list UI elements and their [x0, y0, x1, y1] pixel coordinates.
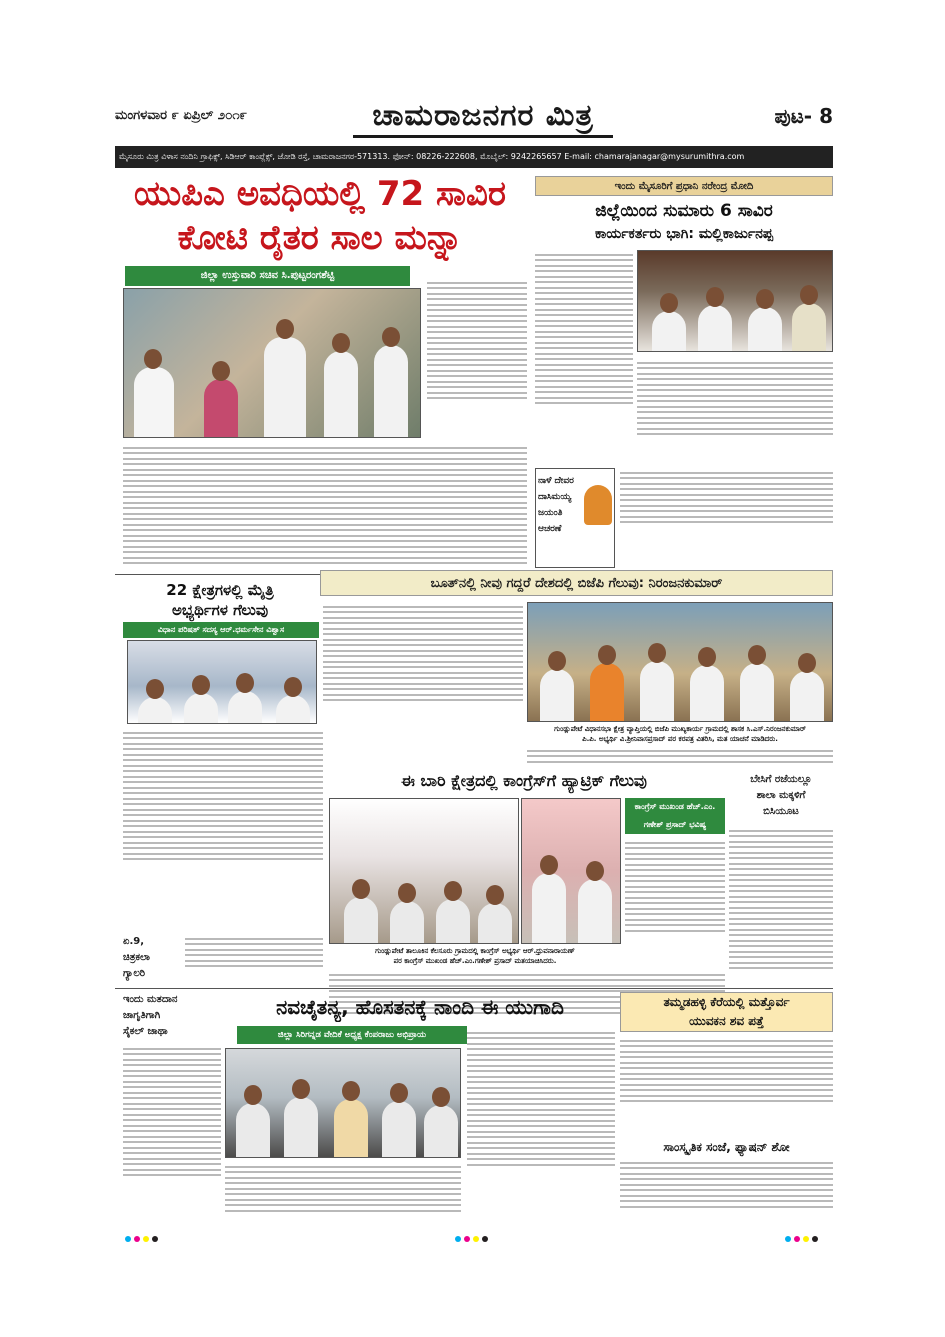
seats-text — [123, 728, 323, 908]
seats-headline-line1: 22 ಕ್ಷೇತ್ರಗಳಲ್ಲಿ ಮೈತ್ರಿ — [166, 581, 274, 599]
booth-headline: ಬೂತ್‌ನಲ್ಲಿ ನೀವು ಗದ್ದರೆ ದೇಶದಲ್ಲಿ ಬಿಜೆಪಿ ಗೆಲುವು: ನಿರಂಜನಕುಮಾರ್ — [320, 570, 833, 596]
culture-text — [620, 1158, 833, 1234]
cycle-box — [123, 992, 221, 1042]
registration-dot — [473, 1236, 479, 1242]
pm-kicker: ಇಂದು ಮೈಸೂರಿಗೆ ಪ್ರಧಾನಿ ನರೇಂದ್ರ ಮೋದಿ — [535, 176, 833, 196]
pm-headline-line1: ಜಿಲ್ಲೆಯಿಂದ ಸುಮಾರು 6 ಸಾವಿರ — [595, 201, 773, 221]
summer-box-line1: ಬೇಸಿಗೆ ರಜೆಯಲ್ಲೂ — [750, 774, 812, 785]
booth-caption — [527, 724, 833, 744]
crime-text — [620, 1036, 833, 1134]
jayanti-label-line3: ಜಯಂತಿ — [538, 508, 563, 518]
chitrakala-box — [123, 934, 181, 982]
chitrakala-line2: ಚಿತ್ರಕಲಾ — [123, 952, 150, 963]
cycle-box-line1: ಇಂದು ಮತದಾನ — [123, 994, 178, 1005]
hattrick-photo-left — [329, 798, 519, 944]
ugadi-text-right — [467, 1028, 615, 1234]
ugadi-subhead: ಜಿಲ್ಲಾ ಸಿರಿಗನ್ನಡ ವೇದಿಕೆ ಅಧ್ಯಕ್ಷ ಕೆಂಪರಾಜು ಅಭಿಪ್ರಾಯ — [237, 1026, 467, 1044]
culture-headline: ಸಾಂಸ್ಕೃತಿಕ ಸಂಜೆ, ಫ್ಯಾಷನ್ ಶೋ — [663, 1140, 790, 1154]
lead-headline — [115, 172, 525, 268]
hattrick-subhead-line2: ಗಣೇಶ್ ಪ್ರಸಾದ್ ಭವಿಷ್ಯ — [643, 820, 707, 829]
hattrick-caption-line1: ಗುಂಡ್ಲುಪೇಟೆ ತಾಲೂಕಿನ ಕೆಲಸೂರು ಗ್ರಾಮದಲ್ಲಿ ಕಾಂಗ್ರೆಸ್ ಅಭ್ಯರ್ಥಿ ಆರ್.ಧ್ರುವನಾರಾಯಣ್ — [375, 947, 575, 955]
registration-marks-center — [455, 1236, 488, 1242]
crime-headline-line1: ತಮ್ಮಡಹಳ್ಳಿ ಕೆರೆಯಲ್ಲಿ ಮತ್ತೊರ್ವ — [663, 995, 790, 1009]
pm-text-column-right — [637, 358, 833, 463]
seats-photo — [127, 640, 317, 724]
divider-lower — [115, 988, 833, 989]
summer-box-line3: ಬಿಸಿಯೂಟ — [763, 806, 799, 817]
registration-dot — [803, 1236, 809, 1242]
pm-photo — [637, 250, 833, 352]
hattrick-subhead-line1: ಕಾಂಗ್ರೆಸ್ ಮುಖಂಡ ಹೆಚ್.ಎಂ. — [634, 802, 716, 811]
hattrick-caption — [329, 946, 621, 966]
hattrick-subhead — [625, 798, 725, 834]
registration-dot — [464, 1236, 470, 1242]
newspaper-page — [115, 98, 833, 1241]
registration-dot — [455, 1236, 461, 1242]
booth-photo — [527, 602, 833, 722]
pm-text-column-left — [535, 250, 633, 460]
jayanti-box — [535, 468, 615, 568]
hattrick-headline: ಈ ಬಾರಿ ಕ್ಷೇತ್ರದಲ್ಲಿ ಕಾಂಗ್ರೆಸ್‌ಗೆ ಹ್ಯಾಟ್ರಿಕ್ ಗೆಲುವು — [401, 771, 647, 790]
chitrakala-line1: ಏ.9, — [123, 936, 145, 947]
jayanti-text — [620, 468, 833, 568]
registration-dot — [125, 1236, 131, 1242]
lead-body-text — [123, 443, 527, 573]
booth-caption-line1: ಗುಂಡ್ಲುಪೇಟೆ ವಿಧಾನಸಭಾ ಕ್ಷೇತ್ರ ವ್ಯಾಪ್ತಿಯಲ್ಲಿ ಬಿಜೆಪಿ ಮುಖ್ಯಕಾರ್ಯ ಗ್ರಾಮದಲ್ಲಿ ಶಾಸಕ ಸಿ.ಎಸ್.ನಿರಂಜನಕುಮಾರ್ — [554, 725, 806, 733]
pm-headline-line2: ಕಾರ್ಯಕರ್ತರು ಭಾಗಿ: ಮಲ್ಲಿಕಾರ್ಜುನಪ್ಪ — [595, 226, 773, 242]
hattrick-photo-right — [521, 798, 621, 944]
summer-box-line2: ಶಾಲಾ ಮಕ್ಕಳಿಗೆ — [756, 790, 806, 801]
crime-headline-box — [620, 992, 833, 1032]
booth-caption-line2: ಪಿ.ಪಿ. ಅಭ್ಯರ್ಥಿ ವಿ.ಶ್ರೀನಿವಾಸಪ್ರಸಾದ್ ಪರ ಕರಪತ್ರ ವಿತರಿಸಿ, ಮತ ಯಾಚನೆ ಮಾಡಿದರು. — [582, 735, 778, 743]
booth-text-bottom — [527, 746, 833, 768]
lead-photo — [123, 288, 421, 438]
lead-text-column-right — [427, 278, 527, 443]
jayanti-portrait — [584, 485, 612, 525]
issue-date: ಮಂಗಳವಾರ ೯ ಏಪ್ರಿಲ್ ೨೦೧೯ — [115, 108, 247, 123]
registration-dot — [152, 1236, 158, 1242]
registration-dot — [143, 1236, 149, 1242]
registration-dot — [482, 1236, 488, 1242]
page-number: ಪುಟ- 8 — [774, 104, 833, 128]
registration-marks-left — [125, 1236, 158, 1242]
crime-headline-line2: ಯುವಕನ ಶವ ಪತ್ತೆ — [689, 1014, 764, 1028]
cycle-text — [123, 1044, 221, 1234]
chitrakala-text — [185, 934, 323, 982]
seats-subhead: ವಿಧಾನ ಪರಿಷತ್ ಸದಸ್ಯ ಆರ್.ಧರ್ಮಸೇನ ವಿಶ್ವಾಸ — [123, 622, 319, 638]
registration-dot — [794, 1236, 800, 1242]
cycle-box-line3: ಸೈಕಲ್ ಜಾಥಾ — [123, 1026, 168, 1037]
jayanti-label-line4: ಆಚರಣೆ — [538, 524, 562, 534]
chitrakala-line3: ಗ್ಯಾಲರಿ — [123, 968, 146, 979]
jayanti-label-line2: ದಾಸಿಮಯ್ಯ — [538, 492, 572, 502]
seats-headline-line2: ಅಭ್ಯರ್ಥಿಗಳ ಗೆಲುವು — [171, 601, 269, 619]
registration-dot — [785, 1236, 791, 1242]
ugadi-text-bottom — [225, 1162, 461, 1234]
lead-headline-line1: ಯುಪಿಎ ಅವಧಿಯಲ್ಲಿ 72 ಸಾವಿರ — [134, 174, 506, 214]
lead-headline-line2: ಕೋಟಿ ರೈತರ ಸಾಲ ಮನ್ನಾ — [177, 218, 463, 258]
registration-dot — [812, 1236, 818, 1242]
registration-marks-right — [785, 1236, 818, 1242]
lead-subhead: ಜಿಲ್ಲಾ ಉಸ್ತುವಾರಿ ಸಚಿವ ಸಿ.ಪುಟ್ಟರಂಗಶೆಟ್ಟಿ — [125, 266, 410, 286]
ugadi-headline: ನವಚೈತನ್ಯ, ಹೊಸತನಕ್ಕೆ ನಾಂದಿ ಈ ಯುಗಾದಿ — [276, 995, 564, 1019]
jayanti-label-line1: ನಾಳೆ ದೇವರ — [538, 476, 574, 486]
newspaper-title: ಚಾಮರಾಜನಗರ ಮಿತ್ರ — [353, 98, 613, 138]
hattrick-text — [625, 838, 725, 968]
summer-box — [729, 772, 833, 822]
hattrick-caption-line2: ಪರ ಕಾಂಗ್ರೆಸ್ ಮುಖಂಡ ಹೆಚ್.ಎಂ.ಗಣೇಶ್ ಪ್ರಸಾದ್ ಮತಯಾಚಿಸಿದರು. — [393, 957, 557, 965]
cycle-box-line2: ಜಾಗೃತಿಗಾಗಿ — [123, 1010, 161, 1021]
registration-dot — [134, 1236, 140, 1242]
booth-text — [323, 602, 523, 738]
contact-info-bar: ಮೈಸೂರು ಮಿತ್ರ ವಿಳಾಸ ನಂದಿನಿ ಗ್ರಾಫಿಕ್ಸ್, ಸಿಡಿಆರ್ ಕಾಂಪ್ಲೆಕ್ಸ್, ಜೋಡಿ ರಸ್ತೆ, ಚಾಮರಾಜನಗರ-571313. ಫೋನ್: 08226-222608, ಮೊಬೈಲ್: 9242265657 E-mail: chamarajanagar@mysurumithra.com — [115, 146, 833, 168]
ugadi-photo — [225, 1048, 461, 1158]
